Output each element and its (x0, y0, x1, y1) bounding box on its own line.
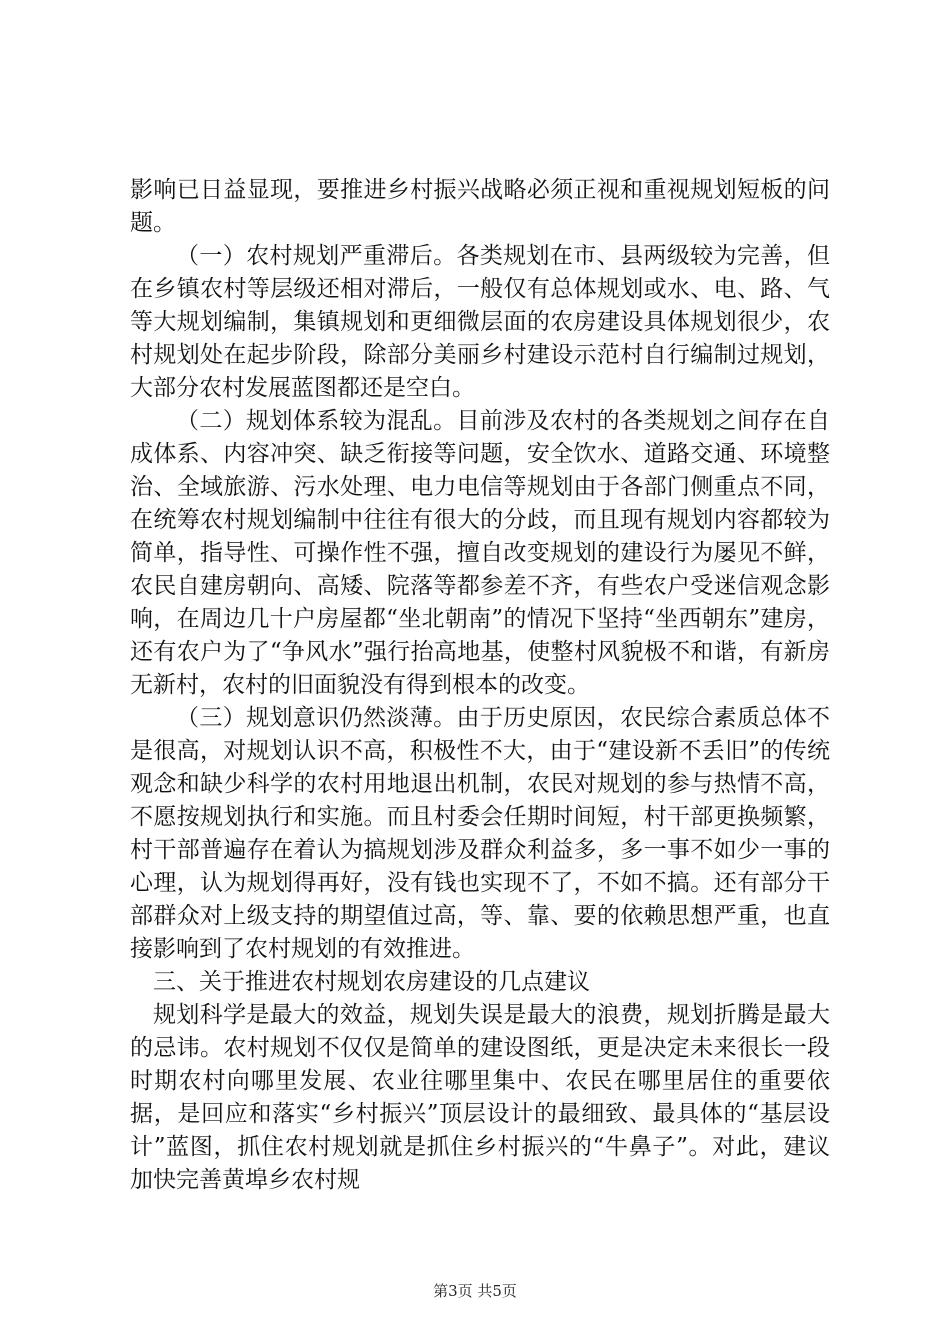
paragraph-section-3: （三）规划意识仍然淡薄。由于历史原因，农民综合素质总体不是很高，对规划认识不高，积极性不大，由于“建设新不丢旧”的传统观念和缺少科学的农村用地退出机制，农民对规划的参与热情不高，不愿按规划执行和实施。而且村委会任期时间短，村干部更换频繁，村干部普遍存在着认为搞规划涉及群众利益多，多一事不如少一事的心理，认为规划得再好，没有钱也实现不了，不如不搞。还有部分干部群众对上级支持的期望值过高，等、靠、要的依赖思想严重，也直接影响到了农村规划的有效推进。 (130, 705, 830, 962)
paragraph-suggestions: 规划科学是最大的效益，规划失误是最大的浪费，规划折腾是最大的忌讳。农村规划不仅仅是简单的建设图纸，更是决定未来很长一段时期农村向哪里发展、农业往哪里集中、农民在哪里居住的重要依据，是回应和落实“乡村振兴”顶层设计的最细致、最具体的“基层设计”蓝图，抓住农村规划就是抓住乡村振兴的“牛鼻子”。对此，建议加快完善黄埠乡农村规 (130, 1002, 830, 1193)
paragraph-section-1: （一）农村规划严重滞后。各类规划在市、县两级较为完善，但在乡镇农村等层级还相对滞后，一般仅有总体规划或水、电、路、气等大规划编制，集镇规划和更细微层面的农房建设具体规划很少，农村规划处在起步阶段，除部分美丽乡村建设示范村自行编制过规划，大部分农村发展蓝图都还是空白。 (130, 243, 830, 401)
page-footer: 第3页 共5页 (433, 1282, 517, 1300)
paragraph-continuation: 影响已日益显现，要推进乡村振兴战略必须正视和重视规划短板的问题。 (130, 177, 830, 236)
section-heading: 三、关于推进农村规划农房建设的几点建议 (153, 969, 590, 995)
paragraph-section-2: （二）规划体系较为混乱。目前涉及农村的各类规划之间存在自成体系、内容冲突、缺乏衔接等问题，安全饮水、道路交通、环境整治、全域旅游、污水处理、电力电信等规划由于各部门侧重点不同，在统筹农村规划编制中往往有很大的分歧，而且现有规划内容都较为简单，指导性、可操作性不强，擅自改变规划的建设行为屡见不鲜，农民自建房朝向、高矮、院落等都参差不齐，有些农户受迷信观念影响，在周边几十户房屋都“坐北朝南”的情况下坚持“坐西朝东”建房，还有农户为了“争风水”强行抬高地基，使整村风貌极不和谐，有新房无新村，农村的旧面貌没有得到根本的改变。 (130, 408, 830, 698)
document-body (130, 174, 830, 1197)
